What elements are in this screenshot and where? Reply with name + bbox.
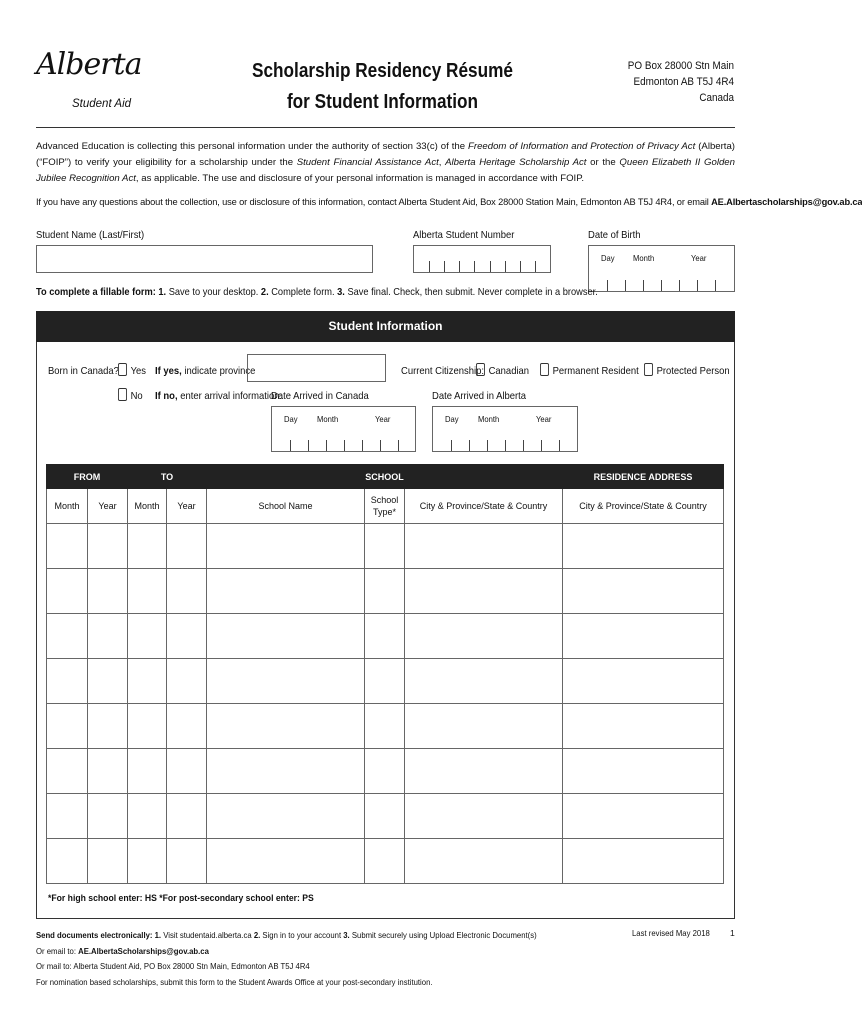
cell[interactable] <box>88 749 128 794</box>
province-input[interactable] <box>247 354 386 382</box>
cell[interactable] <box>563 749 724 794</box>
citizenship-protected-option[interactable] <box>644 363 730 377</box>
protected-person-checkbox[interactable] <box>644 363 653 376</box>
citizenship-pr-option[interactable] <box>540 363 639 377</box>
cell[interactable] <box>405 839 563 884</box>
table-row <box>47 524 724 569</box>
cell[interactable] <box>88 614 128 659</box>
cell[interactable] <box>128 569 167 614</box>
student-name-label: Student Name (Last/First) <box>36 229 145 241</box>
cell[interactable] <box>88 524 128 569</box>
cell[interactable] <box>563 524 724 569</box>
fillable-step: Save to your desktop. <box>166 287 261 298</box>
cell[interactable] <box>563 659 724 704</box>
send-step: Submit securely using Upload Electronic Document(s) <box>349 930 537 940</box>
date-arrived-alberta-label: Date Arrived in Alberta <box>432 390 527 402</box>
table-row <box>47 794 724 839</box>
canadian-checkbox[interactable] <box>476 363 485 376</box>
fillable-step-num: 3. <box>337 287 345 298</box>
table-row <box>47 749 724 794</box>
foip-text: (Alberta) (“FOIP”) to verify your eligibility for a scholarship under the <box>36 141 736 168</box>
if-yes-label <box>155 365 255 377</box>
cell[interactable] <box>167 839 207 884</box>
dob-year-label: Year <box>691 253 707 263</box>
contact-email-link[interactable]: AE.Albertascholarships@gov.ab.ca <box>711 197 862 207</box>
residence-address-header: RESIDENCE ADDRESS <box>563 465 724 489</box>
dob-month-label: Month <box>633 253 655 263</box>
cell[interactable] <box>405 704 563 749</box>
cell[interactable] <box>167 614 207 659</box>
cell[interactable] <box>88 839 128 884</box>
heritage-act: Alberta Heritage Scholarship Act <box>445 157 587 168</box>
submission-email-link[interactable]: AE.AlbertaScholarships@gov.ab.ca <box>78 945 209 956</box>
send-step-num: 2. <box>253 930 261 940</box>
cell[interactable] <box>47 614 88 659</box>
cell[interactable] <box>88 704 128 749</box>
if-yes-bold: If yes, <box>155 365 182 377</box>
yes-label: Yes <box>130 365 147 377</box>
logo-wordmark: Alberta <box>36 47 142 82</box>
cell[interactable] <box>405 569 563 614</box>
foip-text: Advanced Education is collecting this personal information under the authority of section 33(c) of the <box>36 141 469 152</box>
mail-line: Or mail to: Alberta Student Aid, PO Box 28000 Stn Main, Edmonton AB T5J 4R4 <box>36 961 310 971</box>
alberta-logo <box>36 47 146 110</box>
cell[interactable] <box>47 704 88 749</box>
send-lead: Send documents electronically: 1. <box>36 930 162 940</box>
arrival-alberta-day-label: Day <box>445 414 459 424</box>
born-yes-checkbox[interactable] <box>118 363 127 376</box>
col-residence-location: City & Province/State & Country <box>563 489 724 524</box>
student-number-label: Alberta Student Number <box>413 229 515 241</box>
arrival-canada-month-label: Month <box>317 414 339 424</box>
cell[interactable] <box>128 614 167 659</box>
section-title: Student Information <box>36 311 735 342</box>
fillable-step-num: 2. <box>260 287 269 298</box>
school-header: SCHOOL <box>207 465 563 489</box>
cell[interactable] <box>47 794 88 839</box>
permanent-resident-label: Permanent Resident <box>552 365 639 377</box>
arrival-alberta-year-label: Year <box>536 414 552 424</box>
foip-text: , <box>438 157 446 168</box>
cell[interactable] <box>128 704 167 749</box>
cell[interactable] <box>365 524 405 569</box>
cell[interactable] <box>365 704 405 749</box>
canadian-label: Canadian <box>488 365 530 377</box>
cell[interactable] <box>563 569 724 614</box>
table-row <box>47 704 724 749</box>
permanent-resident-checkbox[interactable] <box>540 363 549 376</box>
submission-instructions <box>36 928 537 990</box>
if-no-text: enter arrival information: <box>177 390 283 402</box>
cell[interactable] <box>563 839 724 884</box>
address-line-3: Canada <box>699 92 734 104</box>
address-line-1: PO Box 28000 Stn Main <box>627 60 734 72</box>
date-arrived-canada-input[interactable] <box>271 406 416 452</box>
if-yes-text: indicate province <box>181 365 256 377</box>
born-in-canada-label: Born in Canada? <box>48 365 119 377</box>
col-to-month: Month <box>128 489 167 524</box>
cell[interactable] <box>365 749 405 794</box>
cell[interactable] <box>405 614 563 659</box>
cell[interactable] <box>167 749 207 794</box>
no-label: No <box>130 390 143 402</box>
table-row <box>47 839 724 884</box>
foip-text: , as applicable. The use and disclosure of your personal information is managed in accordance with FOIP. <box>135 173 585 184</box>
cell[interactable] <box>365 659 405 704</box>
cell[interactable] <box>207 839 365 884</box>
questions-notice <box>36 195 862 209</box>
cell[interactable] <box>207 794 365 839</box>
born-yes-option[interactable] <box>118 363 146 377</box>
table-row <box>47 569 724 614</box>
school-type-line2: Type* <box>372 507 396 517</box>
cell[interactable] <box>128 749 167 794</box>
foip-text: or the <box>586 157 620 168</box>
cell[interactable] <box>167 569 207 614</box>
cell[interactable] <box>563 794 724 839</box>
cell[interactable] <box>167 704 207 749</box>
jubilee-act: Queen Elizabeth II Golden Jubilee Recognition Act <box>36 157 735 184</box>
header-divider <box>36 127 735 128</box>
arrival-canada-day-label: Day <box>284 414 298 424</box>
date-arrived-canada-label: Date Arrived in Canada <box>271 390 369 402</box>
fillable-lead: To complete a fillable form: 1. <box>36 287 167 298</box>
to-header: TO <box>128 465 207 489</box>
cell[interactable] <box>365 614 405 659</box>
citizenship-canadian-option[interactable] <box>476 363 529 377</box>
arrival-canada-year-label: Year <box>375 414 391 424</box>
cell[interactable] <box>167 794 207 839</box>
school-type-line1: School <box>370 495 399 505</box>
born-no-option[interactable] <box>118 388 143 402</box>
cell[interactable] <box>207 704 365 749</box>
cell[interactable] <box>128 659 167 704</box>
student-number-input[interactable] <box>413 245 551 273</box>
send-step: Visit studentaid.alberta.ca <box>161 930 254 940</box>
cell[interactable] <box>365 794 405 839</box>
arrival-alberta-month-label: Month <box>478 414 500 424</box>
col-school-location: City & Province/State & Country <box>405 489 563 524</box>
protected-person-label: Protected Person <box>656 365 730 377</box>
fillable-step: Complete form. <box>268 287 338 298</box>
sfa-act: Student Financial Assistance Act <box>296 157 439 168</box>
page-title <box>234 56 531 118</box>
cell[interactable] <box>563 614 724 659</box>
cell[interactable] <box>207 524 365 569</box>
cell[interactable] <box>88 569 128 614</box>
cell[interactable] <box>207 569 365 614</box>
cell[interactable] <box>128 839 167 884</box>
questions-text: If you have any questions about the collection, use or disclosure of this information, contact Alberta Student Aid, Box 28000 Station Main, Edmonton AB T5J 4R4, or email <box>36 197 712 207</box>
if-no-label <box>155 390 282 402</box>
cell[interactable] <box>365 839 405 884</box>
title-line-2: for Student Information <box>286 91 479 113</box>
residency-history-table <box>46 464 724 884</box>
cell[interactable] <box>47 569 88 614</box>
school-type-footnote: *For high school enter: HS *For post-secondary school enter: PS <box>48 893 314 904</box>
email-line <box>36 944 537 960</box>
last-revised: Last revised May 2018 <box>632 928 710 938</box>
cell[interactable] <box>167 659 207 704</box>
cell[interactable] <box>207 749 365 794</box>
student-name-input[interactable] <box>36 245 373 273</box>
cell[interactable] <box>405 524 563 569</box>
citizenship-label: Current Citizenship: <box>401 365 484 377</box>
send-step-num: 3. <box>343 930 350 940</box>
nomination-line: For nomination based scholarships, submit this form to the Student Awards Office at your post-secondary institution. <box>36 976 433 987</box>
cell[interactable] <box>563 704 724 749</box>
foip-act: Freedom of Information and Protection of Privacy Act <box>468 141 696 152</box>
cell[interactable] <box>47 524 88 569</box>
cell[interactable] <box>167 524 207 569</box>
cell[interactable] <box>47 659 88 704</box>
email-prefix: Or email to: <box>36 945 79 956</box>
dob-label: Date of Birth <box>588 229 641 241</box>
born-no-checkbox[interactable] <box>118 388 127 401</box>
address-line-2: Edmonton AB T5J 4R4 <box>633 76 734 88</box>
cell[interactable] <box>88 794 128 839</box>
send-electronically-line <box>36 928 537 944</box>
mailing-address <box>628 58 734 106</box>
send-step: Sign in to your account <box>260 930 344 940</box>
col-school-name: School Name <box>207 489 365 524</box>
foip-notice <box>36 139 735 187</box>
cell[interactable] <box>405 794 563 839</box>
cell[interactable] <box>128 794 167 839</box>
col-from-month: Month <box>47 489 88 524</box>
cell[interactable] <box>88 659 128 704</box>
cell[interactable] <box>47 749 88 794</box>
cell[interactable] <box>47 839 88 884</box>
fillable-form-instructions <box>36 287 598 298</box>
fillable-step: Save final. Check, then submit. Never complete in a browser. <box>344 287 598 298</box>
col-from-year: Year <box>88 489 128 524</box>
logo-subtitle: Student Aid <box>72 98 132 110</box>
from-header: FROM <box>47 465 128 489</box>
dob-day-label: Day <box>601 253 615 263</box>
col-school-type <box>365 489 405 524</box>
table-row <box>47 659 724 704</box>
col-to-year: Year <box>167 489 207 524</box>
table-row <box>47 614 724 659</box>
cell[interactable] <box>207 659 365 704</box>
page-number: 1 <box>730 928 735 938</box>
cell[interactable] <box>207 614 365 659</box>
cell[interactable] <box>365 569 405 614</box>
cell[interactable] <box>405 749 563 794</box>
if-no-bold: If no, <box>155 390 178 402</box>
cell[interactable] <box>128 524 167 569</box>
dob-input[interactable] <box>588 245 735 292</box>
cell[interactable] <box>405 659 563 704</box>
title-line-1: Scholarship Residency Résumé <box>252 60 513 82</box>
date-arrived-alberta-input[interactable] <box>432 406 578 452</box>
